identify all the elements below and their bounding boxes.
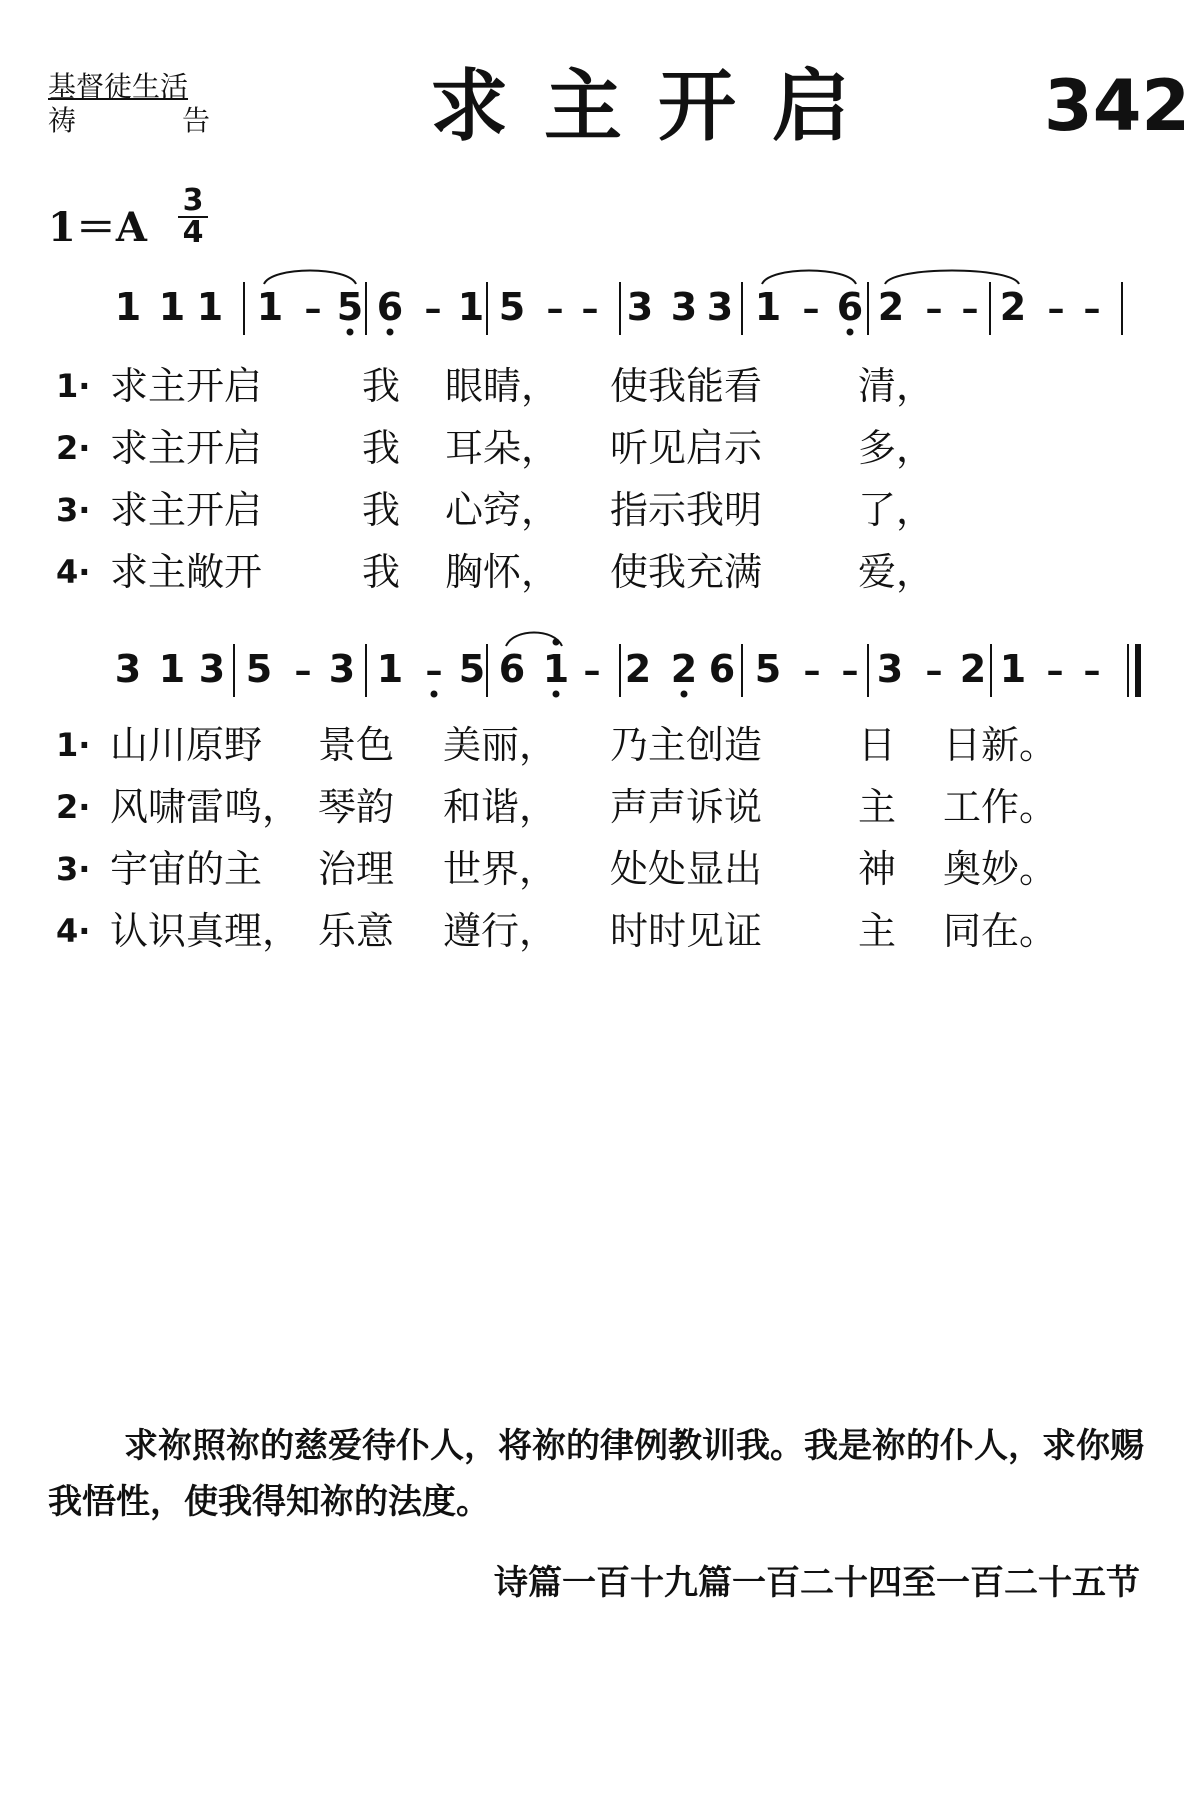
slur [762,271,856,285]
lyric-segment: 求主敞开 [110,550,263,594]
lyric-segment: 时时见证 [610,909,763,953]
time-numerator: 3 [178,186,208,218]
note: 1 [376,647,404,691]
sustain-dash: – [304,289,322,329]
note: 1 [542,647,570,691]
lyric-segment: 和谐， [443,785,558,829]
sustain-dash: – [583,651,601,691]
note: 6 [708,647,736,691]
hymn-title: 求主开启 [430,62,887,152]
note: 3 [626,285,654,329]
lyric-segment: 我 [362,426,401,470]
sustain-dash: – [546,289,564,329]
lyric-segment: 求主开启 [110,488,263,532]
lyric-segment: 宇宙的主 [110,847,263,891]
sustain-dash: – [1047,289,1065,329]
note: 1 [999,647,1027,691]
note: 1 [754,285,782,329]
note: 2 [959,647,987,691]
sustain-dash: – [803,651,821,691]
lyric-segment: 认识真理， [110,909,301,953]
hymn-number: 342 [1044,65,1191,147]
note: 3 [198,647,226,691]
lyric-segment: 指示我明 [610,488,763,532]
verse-number: 4· [56,912,91,950]
verse-line [0,418,1200,478]
lyric-segment: 胸怀， [445,550,560,594]
note: 1 [457,285,485,329]
verse-line [0,542,1200,602]
verse-number: 3· [56,850,91,888]
note: 1 [196,285,224,329]
slur [264,271,356,285]
sustain-dash: – [424,289,442,329]
sustain-dash: – [294,651,312,691]
sustain-dash: – [925,289,943,329]
slur [885,271,1019,285]
low-octave-dot [347,329,354,336]
low-octave-dot [681,691,688,698]
verse-line [0,777,1200,837]
low-octave-dot [431,691,438,698]
note: 5 [336,285,364,329]
verse-number: 4· [56,553,91,591]
lyric-segment: 琴韵 [318,785,395,829]
lyric-segment: 工作。 [943,785,1058,829]
lyric-segment: 主 [858,909,897,953]
verse-line [0,901,1200,961]
note: 6 [376,285,404,329]
note: 5 [498,285,526,329]
category-line2-right: 告 [181,104,210,137]
lyric-segment: 听见启示 [610,426,763,470]
note: 2 [670,647,698,691]
note: 3 [876,647,904,691]
sustain-dash: – [961,289,979,329]
lyric-segment: 爱， [858,550,935,594]
sustain-dash: – [1083,289,1101,329]
lyric-segment: 主 [858,785,897,829]
notation-line-2 [0,632,1200,702]
lyric-segment: 多， [858,426,935,470]
verse-line [0,480,1200,540]
note: 2 [877,285,905,329]
lyric-segment: 山川原野 [110,723,263,767]
lyric-segment: 风啸雷鸣， [110,785,301,829]
lyric-segment: 求主开启 [110,364,263,408]
sustain-dash: – [425,651,443,691]
category-line2 [48,104,210,138]
note: 3 [114,647,142,691]
verse-number: 2· [56,788,91,826]
note: 3 [670,285,698,329]
note: 5 [458,647,486,691]
note: 1 [256,285,284,329]
lyric-segment: 眼睛， [445,364,560,408]
lyric-segment: 我 [362,488,401,532]
lyric-segment: 美丽， [443,723,558,767]
sustain-dash: – [925,651,943,691]
lyric-segment: 了， [858,488,935,532]
lyric-segment: 治理 [318,847,395,891]
sustain-dash: – [841,651,859,691]
time-signature [178,183,208,250]
category-line1: 基督徒生活 [48,70,189,103]
lyric-segment: 清， [858,364,935,408]
verse-number: 1· [56,367,91,405]
lyric-segment: 景色 [318,723,395,767]
category-label [48,70,210,138]
verse-line [0,715,1200,775]
lyric-segment: 使我充满 [610,550,763,594]
lyric-segment: 使我能看 [610,364,763,408]
lyric-segment: 同在。 [943,909,1058,953]
verse-number: 2· [56,429,91,467]
lyric-segment: 乐意 [318,909,395,953]
note: 5 [245,647,273,691]
verse-line [0,356,1200,416]
lyric-segment: 日新。 [943,723,1058,767]
lyric-segment: 遵行， [443,909,558,953]
time-denominator: 4 [182,215,204,250]
note: 5 [754,647,782,691]
key-signature: 1＝A [48,204,147,251]
note: 1 [158,647,186,691]
note: 1 [158,285,186,329]
notation-line-1 [0,270,1200,340]
lyric-segment: 我 [362,550,401,594]
verse-number: 3· [56,491,91,529]
note: 2 [624,647,652,691]
note: 3 [328,647,356,691]
low-octave-dot [553,691,560,698]
low-octave-dot [387,329,394,336]
lyric-segment: 世界， [443,847,558,891]
note: 2 [999,285,1027,329]
note: 3 [706,285,734,329]
note: 6 [498,647,526,691]
note: 1 [114,285,142,329]
low-octave-dot [847,329,854,336]
lyric-segment: 心窍， [445,488,560,532]
lyric-segment: 我 [362,364,401,408]
lyric-segment: 声声诉说 [610,785,763,829]
category-line2-left: 祷 [48,104,77,137]
lyric-segment: 奥妙。 [943,847,1058,891]
lyric-segment: 处处显出 [610,847,763,891]
note: 6 [836,285,864,329]
sustain-dash: – [581,289,599,329]
lyric-segment: 日 [858,723,897,767]
scripture-reference: 诗篇一百十九篇一百二十四至一百二十五节 [494,1563,1140,1603]
verse-number: 1· [56,726,91,764]
sustain-dash: – [1046,651,1064,691]
lyric-segment: 求主开启 [110,426,263,470]
sustain-dash: – [1083,651,1101,691]
verse-line [0,839,1200,899]
scripture-text: 求祢照祢的慈爱待仆人，将祢的律例教训我。我是祢的仆人，求你赐我悟性，使我得知祢的法度。 [48,1426,1144,1522]
lyric-segment: 耳朵， [445,426,560,470]
lyric-segment: 乃主创造 [610,723,763,767]
sustain-dash: – [802,289,820,329]
lyric-segment: 神 [858,847,897,891]
